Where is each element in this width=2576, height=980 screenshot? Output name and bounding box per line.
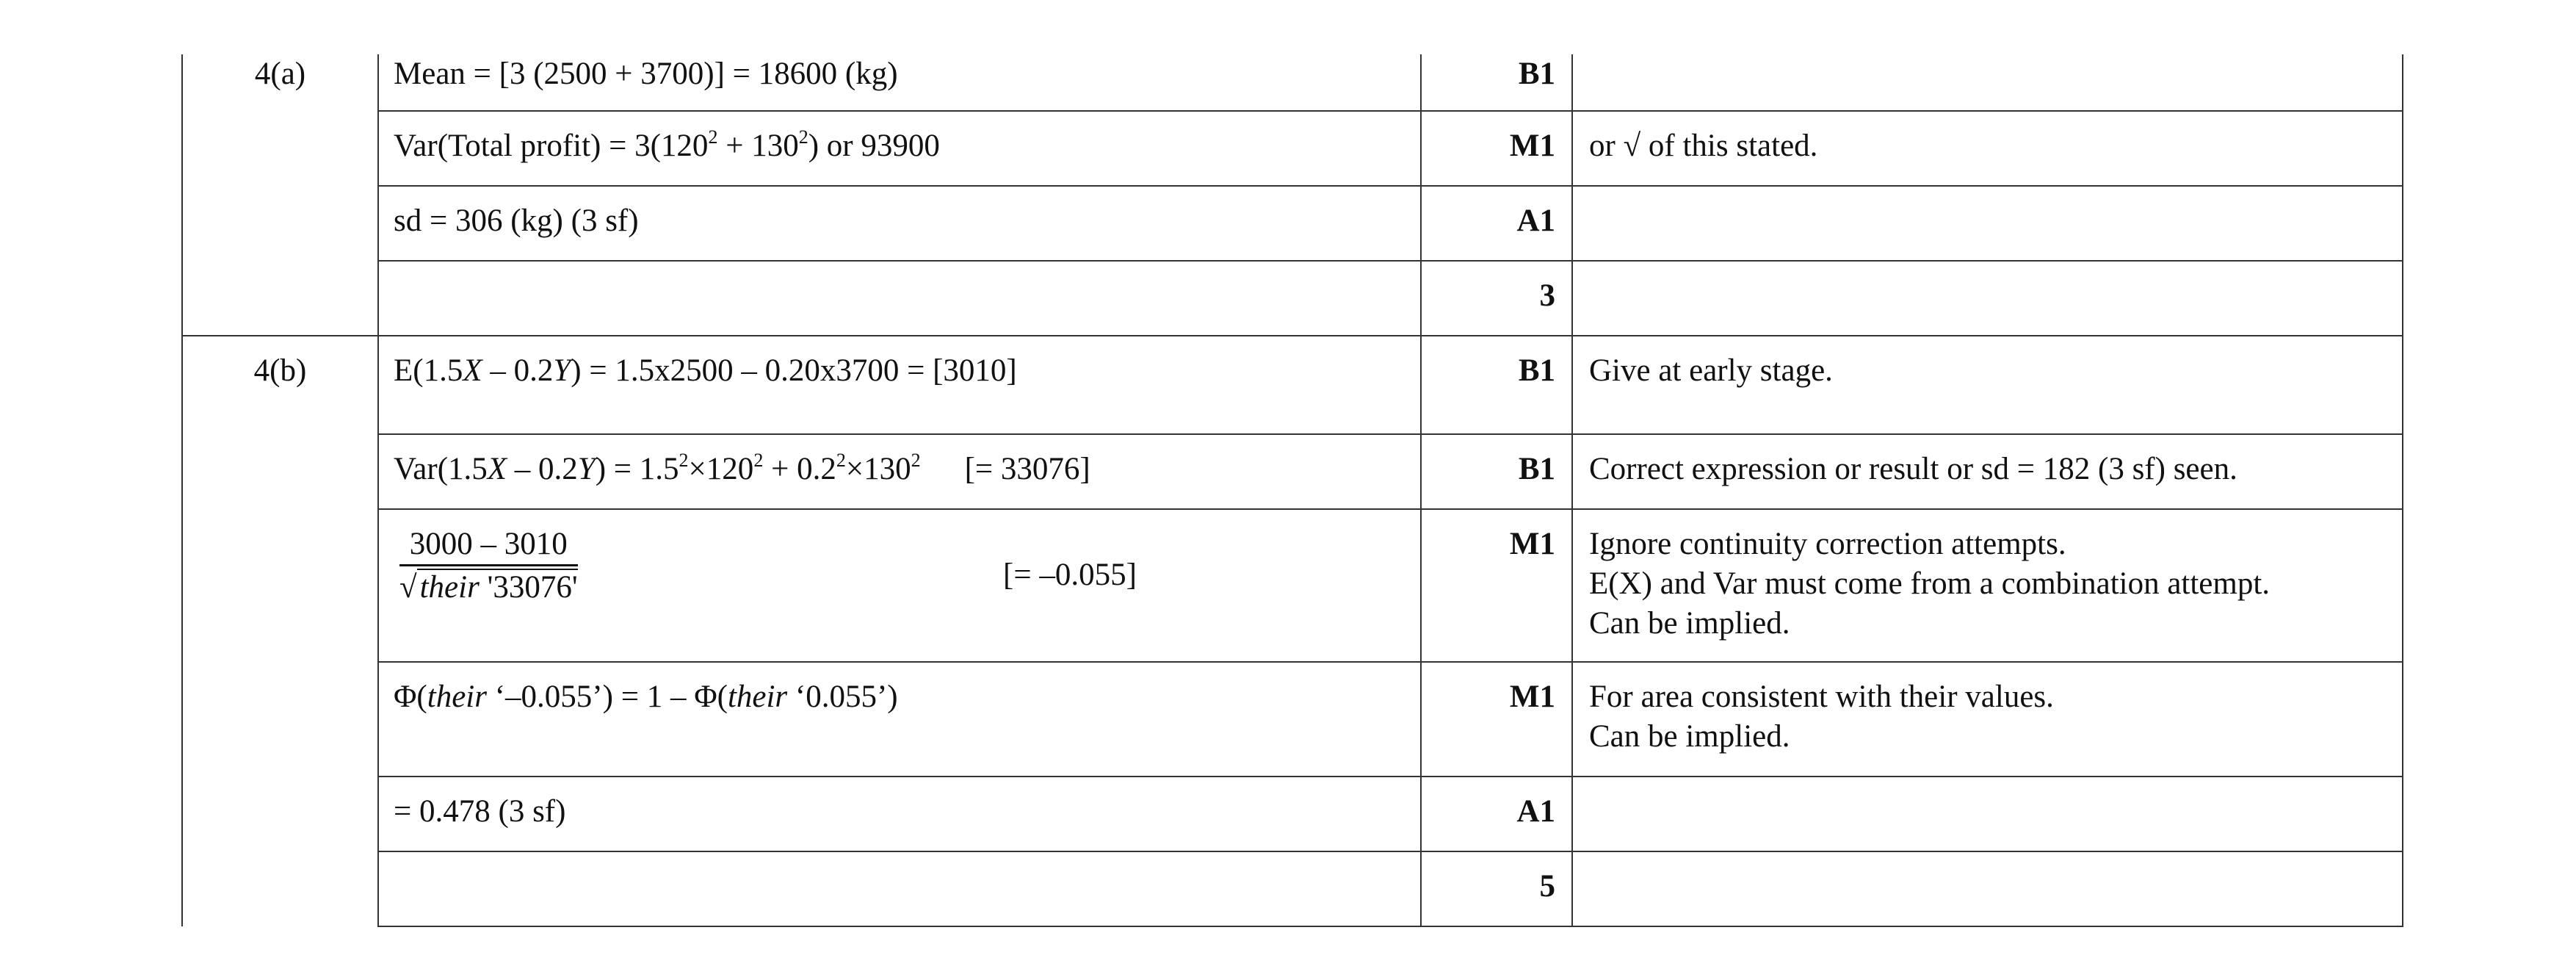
guidance-cell (1572, 54, 2403, 111)
mark-cell: B1 (1421, 434, 1572, 509)
answer-cell (378, 261, 1421, 336)
answer-cell: E(1.5X – 0.2Y) = 1.5x2500 – 0.20x3700 = [3010] (378, 336, 1421, 434)
answer-cell (378, 851, 1421, 926)
answer-cell: Φ(their ‘–0.055’) = 1 – Φ(their ‘0.055’) (378, 662, 1421, 777)
mark-total-cell: 3 (1421, 261, 1572, 336)
table-row (182, 54, 2403, 111)
mark-cell: B1 (1421, 54, 1572, 111)
mark-scheme-table (181, 54, 2403, 927)
table-row (182, 509, 2403, 662)
question-number: 4(b) (182, 336, 378, 926)
answer-cell: $Var(1.5X - 0.2Y) = 1.5^2\times 120^2 + 0.2^2\times 130^2$ [= 33076] (378, 434, 1421, 509)
mark-cell: B1 (1421, 336, 1572, 434)
answer-cell: Var(Total profit) = $3(120^2 + 130^2)$ or 93900 (378, 111, 1421, 186)
question-number: 4(a) (182, 54, 378, 336)
mark-cell: M1 (1421, 111, 1572, 186)
table-row (182, 111, 2403, 186)
table-row (182, 336, 2403, 434)
guidance-cell (1572, 851, 2403, 926)
table-row (182, 261, 2403, 336)
fraction-numerator: 3000 – 3010 (409, 527, 568, 561)
guidance-cell: Ignore continuity correction attempts. E(X) and Var must come from a combination attempt. Can be implied. (1572, 509, 2403, 662)
mark-cell: M1 (1421, 662, 1572, 777)
table-row (182, 777, 2403, 851)
fraction (399, 525, 578, 608)
answer-cell (378, 509, 1421, 662)
mark-cell: A1 (1421, 186, 1572, 261)
guidance-cell (1572, 777, 2403, 851)
mark-cell: A1 (1421, 777, 1572, 851)
guidance-cell: Give at early stage. (1572, 336, 2403, 434)
fraction-denominator: √their '33076' (399, 564, 578, 608)
mark-cell: M1 (1421, 509, 1572, 662)
guidance-cell: For area consistent with their values. Can be implied. (1572, 662, 2403, 777)
table-row (182, 851, 2403, 926)
answer-cell: = 0.478 (3 sf) (378, 777, 1421, 851)
table-row (182, 434, 2403, 509)
guidance-cell: Correct expression or result or sd = 182 (3 sf) seen. (1572, 434, 2403, 509)
guidance-cell (1572, 261, 2403, 336)
answer-cell: Mean = [3 (2500 + 3700)] = 18600 (kg) (378, 54, 1421, 111)
table-row (182, 186, 2403, 261)
guidance-cell (1572, 186, 2403, 261)
answer-cell: sd = 306 (kg) (3 sf) (378, 186, 1421, 261)
z-value-result: [= –0.055] (1003, 558, 1137, 592)
guidance-cell: or √ of this stated. (1572, 111, 2403, 186)
mark-total-cell: 5 (1421, 851, 1572, 926)
table-row (182, 662, 2403, 777)
